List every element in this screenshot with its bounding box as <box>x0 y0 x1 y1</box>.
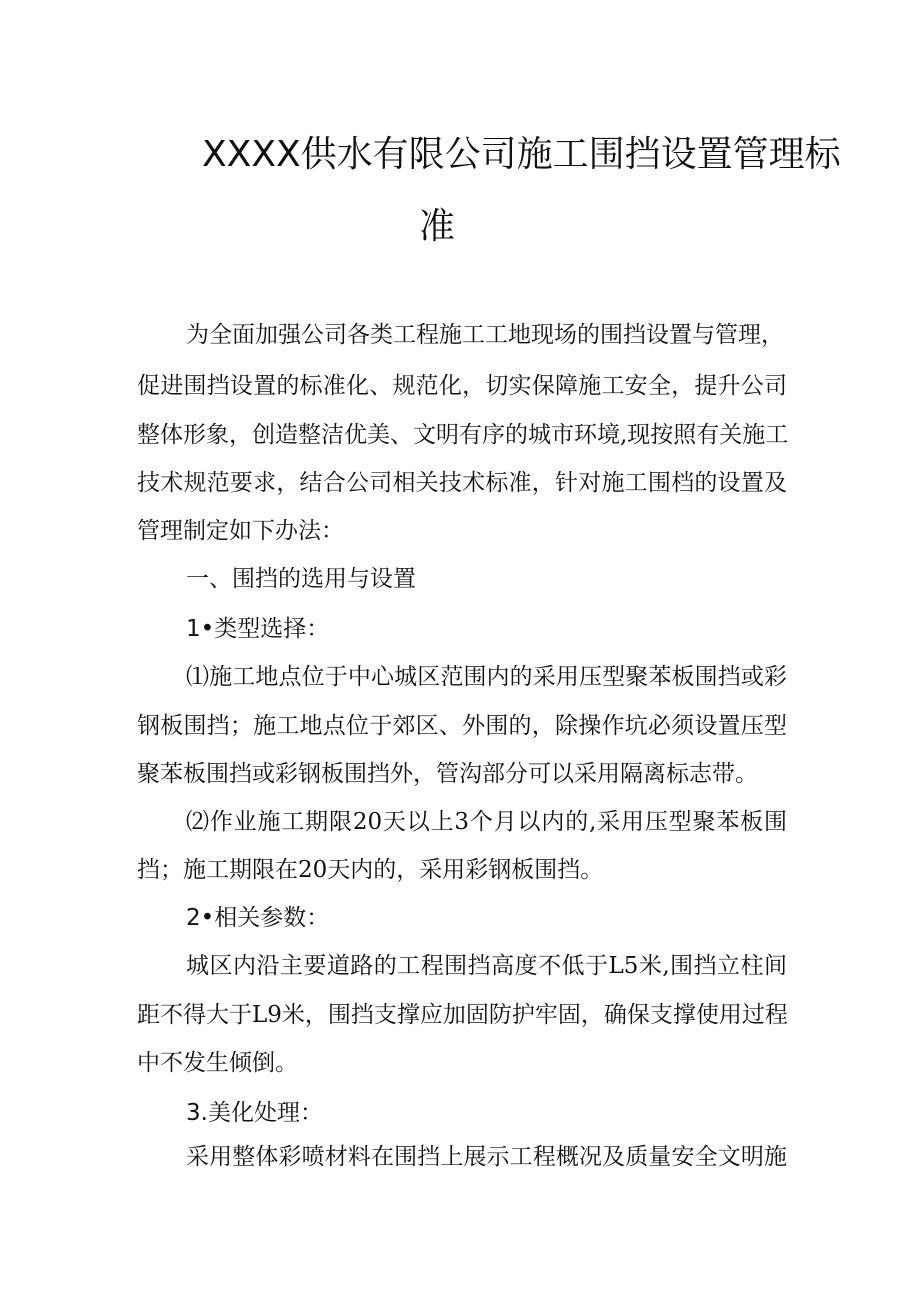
section-1-heading: 一、围挡的选用与设置 <box>186 566 416 592</box>
subsection-3-heading: 3.美化处理： <box>186 1100 323 1126</box>
subsection-2-line-3: 中不发生倾倒。 <box>137 1050 298 1076</box>
intro-line-2: 促进围挡设置的标准化、规范化，切实保障施工安全，提升公司 <box>137 373 787 399</box>
subsection-2-heading: 2•相关参数： <box>186 905 330 931</box>
subsection-1-line-4: ⑵作业施工期限20天以上3个月以内的,采用压型聚苯板围 <box>186 809 787 835</box>
subsection-1-line-1: ⑴施工地点位于中心城区范围内的采用压型聚苯板围挡或彩 <box>186 664 787 690</box>
subsection-1-line-2: 钢板围挡；施工地点位于郊区、外围的，除操作坑必须设置压型 <box>137 713 787 739</box>
intro-line-1: 为全面加强公司各类工程施工工地现场的围挡设置与管理， <box>186 322 784 348</box>
subsection-1-line-3: 聚苯板围挡或彩钢板围挡外，管沟部分可以采用隔离标志带。 <box>137 761 758 787</box>
intro-line-5: 管理制定如下办法： <box>137 518 344 544</box>
document-title-line-1: XXXX供水有限公司施工围挡设置管理标 <box>202 134 841 175</box>
subsection-3-line-1: 采用整体彩喷材料在围挡上展示工程概况及质量安全文明施 <box>186 1144 787 1170</box>
intro-line-4: 技术规范要求，结合公司相关技术标准，针对施工围档的设置及 <box>137 470 787 496</box>
intro-line-3: 整体形象，创造整洁优美、文明有序的城市环境,现按照有关施工 <box>137 422 789 448</box>
subsection-2-line-2: 距不得大于L9米，围挡支撑应加固防护牢固，确保支撑使用过程 <box>137 1002 788 1028</box>
subsection-1-line-5: 挡；施工期限在20天内的，采用彩钢板围挡。 <box>137 857 604 883</box>
document-title-line-2: 准 <box>419 206 456 247</box>
subsection-1-heading: 1•类型选择： <box>186 616 330 642</box>
subsection-2-line-1: 城区内沿主要道路的工程围挡高度不低于L5米,围挡立柱间 <box>186 953 787 979</box>
